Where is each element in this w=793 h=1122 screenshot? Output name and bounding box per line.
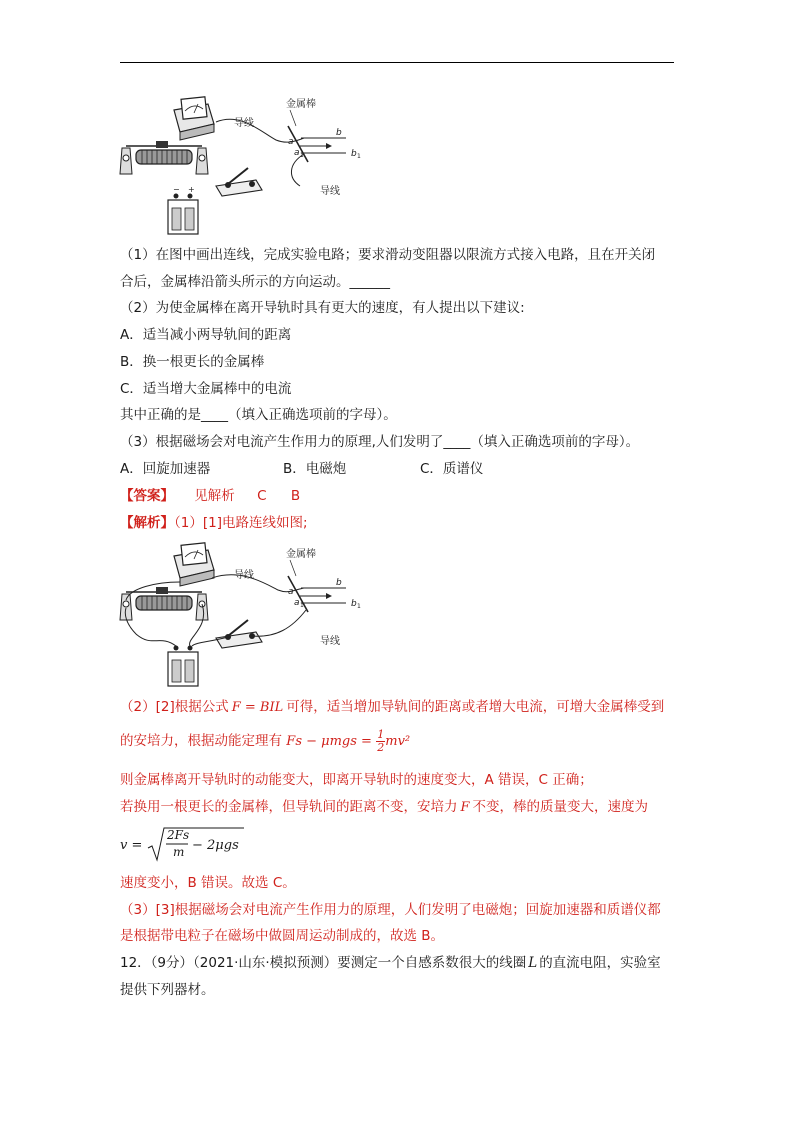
label-rod: 金属棒 xyxy=(286,99,316,110)
fraction-num: 1 xyxy=(377,727,385,741)
velocity-lhs: v = xyxy=(120,838,143,853)
answer-1: 见解析 xyxy=(194,488,235,504)
analysis-p3-text: 的安培力，根据动能定理有 xyxy=(120,733,282,749)
label-wire1: 导线 xyxy=(234,570,254,581)
q12-text-b: 的直流电阻，实验室 xyxy=(539,955,661,971)
label-b: b xyxy=(336,128,342,138)
q3-option-a: A．回旋加速器 xyxy=(120,461,211,477)
velocity-rhs: − 2μgs xyxy=(192,838,239,853)
q12-symbol-l: L xyxy=(528,955,538,971)
ammeter-icon xyxy=(174,543,214,586)
symbol-f: F xyxy=(460,800,470,815)
velocity-den: m xyxy=(173,845,185,859)
battery-icon xyxy=(168,646,198,687)
label-wire2: 导线 xyxy=(320,636,340,647)
formula-energy-left: Fs − μmgs = xyxy=(286,734,372,749)
formula-f-bil: F = BIL xyxy=(231,700,284,715)
answer-3: B xyxy=(290,488,301,504)
q3-option-c: C．质谱仪 xyxy=(420,461,484,477)
answer-2: C xyxy=(257,488,267,504)
q2-fill: 其中正确的是____（填入正确选项前的字母）。 xyxy=(120,407,397,423)
label-b1-sub: 1 xyxy=(357,153,361,160)
label-b1-sub: 1 xyxy=(357,603,361,610)
analysis-p4: 则金属棒离开导轨时的动能变大，即离开导轨时的速度变大，A 错误，C 正确； xyxy=(120,772,593,788)
formula-energy-right: mv² xyxy=(385,734,411,749)
analysis-p1: （1）[1]电路连线如图; xyxy=(174,515,308,531)
analysis-tag: 【解析】 xyxy=(120,515,174,531)
q2-option-b: B．换一根更长的金属棒 xyxy=(120,354,265,370)
label-b1: b xyxy=(351,599,357,609)
arrow-head xyxy=(326,143,332,149)
analysis-p2-text-b: 可得，适当增加导轨间的距离或者增大电流，可增大金属棒受到 xyxy=(286,699,665,715)
q2-option-c: C．适当增大金属棒中的电流 xyxy=(120,381,292,397)
label-wire1: 导线 xyxy=(234,118,254,129)
q12-line2: 提供下列器材。 xyxy=(120,982,215,998)
analysis-p6: 速度变小，B 错误。故选 C。 xyxy=(120,875,296,891)
analysis-p5 xyxy=(120,797,648,818)
answer-tag: 【答案】 xyxy=(120,488,174,504)
label-a1-sub: 1 xyxy=(300,152,304,159)
analysis-line1 xyxy=(120,513,308,533)
label-rod: 金属棒 xyxy=(286,549,316,560)
label-a1-sub: 1 xyxy=(300,602,304,609)
label-wire2: 导线 xyxy=(320,186,340,197)
answer-line xyxy=(120,486,300,506)
fraction-den: 2 xyxy=(377,740,385,754)
label-a1: a xyxy=(294,148,300,158)
q1-line2: 合后，金属棒沿箭头所示的方向运动。______ xyxy=(120,274,390,290)
analysis-p5-text-a: 若换用一根更长的金属棒，但导轨间的距离不变，安培力 xyxy=(120,799,458,815)
q1-line1: （1）在图中画出连线，完成实验电路；要求滑动变阻器以限流方式接入电路，且在开关闭 xyxy=(120,247,656,263)
q12-line1 xyxy=(120,953,661,973)
svg-text:−: − xyxy=(173,185,180,194)
fraction-half xyxy=(376,729,385,754)
q12-text-a: 12．（9分）（2021·山东·模拟预测）要测定一个自感系数很大的线圈 xyxy=(120,955,527,971)
svg-text:+: + xyxy=(188,185,195,194)
experiment-figure-2 xyxy=(116,538,376,688)
velocity-num: 2Fs xyxy=(167,828,190,842)
label-b: b xyxy=(336,578,342,588)
analysis-p5-text-b: 不变，棒的质量变大，速度为 xyxy=(472,799,649,815)
label-a: a xyxy=(288,587,294,597)
q3-question: （3）根据磁场会对电流产生作用力的原理,人们发明了____（填入正确选项前的字母）。 xyxy=(120,434,640,450)
analysis-p3 xyxy=(120,726,410,756)
battery-icon xyxy=(168,185,198,234)
q2-question: （2）为使金属棒在离开导轨时具有更大的速度，有人提出以下建议: xyxy=(120,300,525,316)
analysis-p2 xyxy=(120,697,664,718)
top-rule xyxy=(120,62,674,63)
q3-option-b: B．电磁炮 xyxy=(283,461,347,477)
analysis-p8: 是根据带电粒子在磁场中做圆周运动制成的，故选 B。 xyxy=(120,928,445,944)
switch-icon xyxy=(216,168,262,196)
label-b1: b xyxy=(351,149,357,159)
label-a: a xyxy=(288,137,294,147)
analysis-p7: （3）[3]根据磁场会对电流产生作用力的原理，人们发明了电磁炮；回旋加速器和质谱仪都 xyxy=(120,902,661,918)
ammeter-icon xyxy=(174,97,214,140)
switch-icon xyxy=(216,620,262,648)
analysis-p2-text-a: （2）[2]根据公式 xyxy=(120,699,229,715)
label-a1: a xyxy=(294,598,300,608)
experiment-figure-1 xyxy=(116,92,376,237)
rheostat-icon xyxy=(120,141,208,174)
q2-option-a: A．适当减小两导轨间的距离 xyxy=(120,327,292,343)
